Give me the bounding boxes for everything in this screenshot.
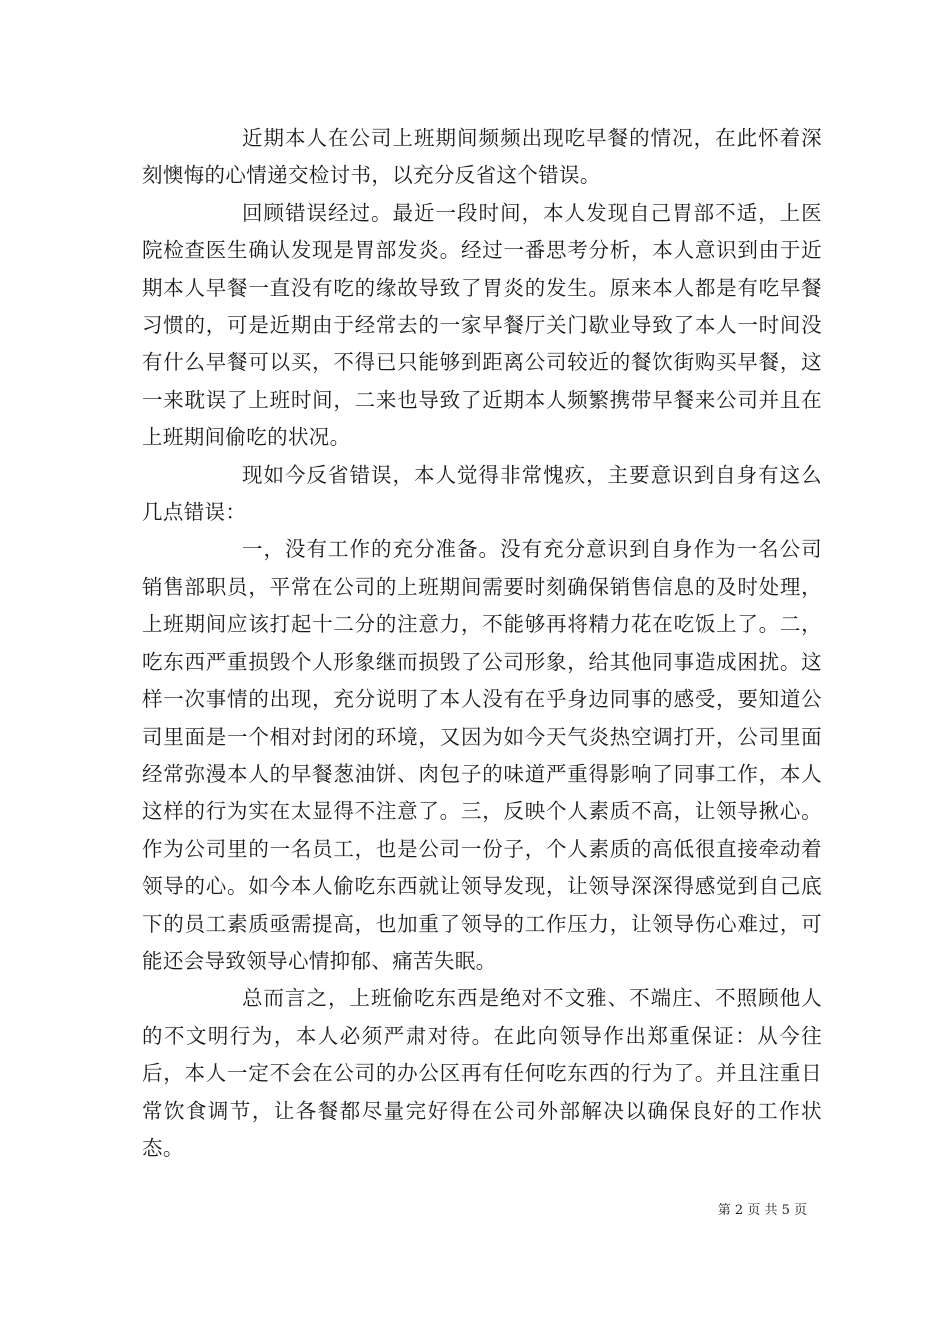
paragraph-reflection: 现如今反省错误，本人觉得非常愧疚，主要意识到自身有这么几点错误： (142, 462, 822, 525)
page-number-label: 第 2 页 共 5 页 (717, 1203, 807, 1218)
page-number (718, 1203, 807, 1219)
paragraph-review: 回顾错误经过。最近一段时间，本人发现自己胃部不适，上医院检查医生确认发现是胃部发炎。经过一番思考分析，本人意识到由于近期本人早餐一直没有吃的缘故导致了胃炎的发生。原来本人都是有吃早餐习惯的，可是近期由于经常去的一家早餐厅关门歇业导致了本人一时间没有什么早餐可以买，不得已只能够到距离公司较近的餐饮街购买早餐，这一来耽误了上班时间，二来也导致了近期本人频繁携带早餐来公司并且在上班期间偷吃的状况。 (142, 200, 822, 450)
document-body (142, 120, 822, 1167)
paragraph-intro: 近期本人在公司上班期间频频出现吃早餐的情况，在此怀着深刻懊悔的心情递交检讨书，以充分反省这个错误。 (142, 126, 822, 188)
paragraph-errors: 一，没有工作的充分准备。没有充分意识到自身作为一名公司销售部职员，平常在公司的上班期间需要时刻确保销售信息的及时处理，上班期间应该打起十二分的注意力，不能够再将精力花在吃饭上了。二，吃东西严重损毁个人形象继而损毁了公司形象，给其他同事造成困扰。这样一次事情的出现，充分说明了本人没有在乎身边同事的感受，要知道公司里面是一个相对封闭的环境，又因为如今天气炎热空调打开，公司里面经常弥漫本人的早餐葱油饼、肉包子的味道严重得影响了同事工作，本人这样的行为实在太显得不注意了。三，反映个人素质不高，让领导揪心。作为公司里的一名员工，也是公司一份子，个人素质的高低很直接牵动着领导的心。如今本人偷吃东西就让领导发现，让领导深深得感觉到自己底下的员工素质亟需提高，也加重了领导的工作压力，让领导伤心难过，可能还会导致领导心情抑郁、痛苦失眠。 (142, 537, 822, 973)
paragraph-conclusion: 总而言之，上班偷吃东西是绝对不文雅、不端庄、不照顾他人的不文明行为，本人必须严肃对待。在此向领导作出郑重保证：从今往后，本人一定不会在公司的办公区再有任何吃东西的行为了。并且注重日常饮食调节，让各餐都尽量完好得在公司外部解决以确保良好的工作状态。 (142, 986, 822, 1160)
